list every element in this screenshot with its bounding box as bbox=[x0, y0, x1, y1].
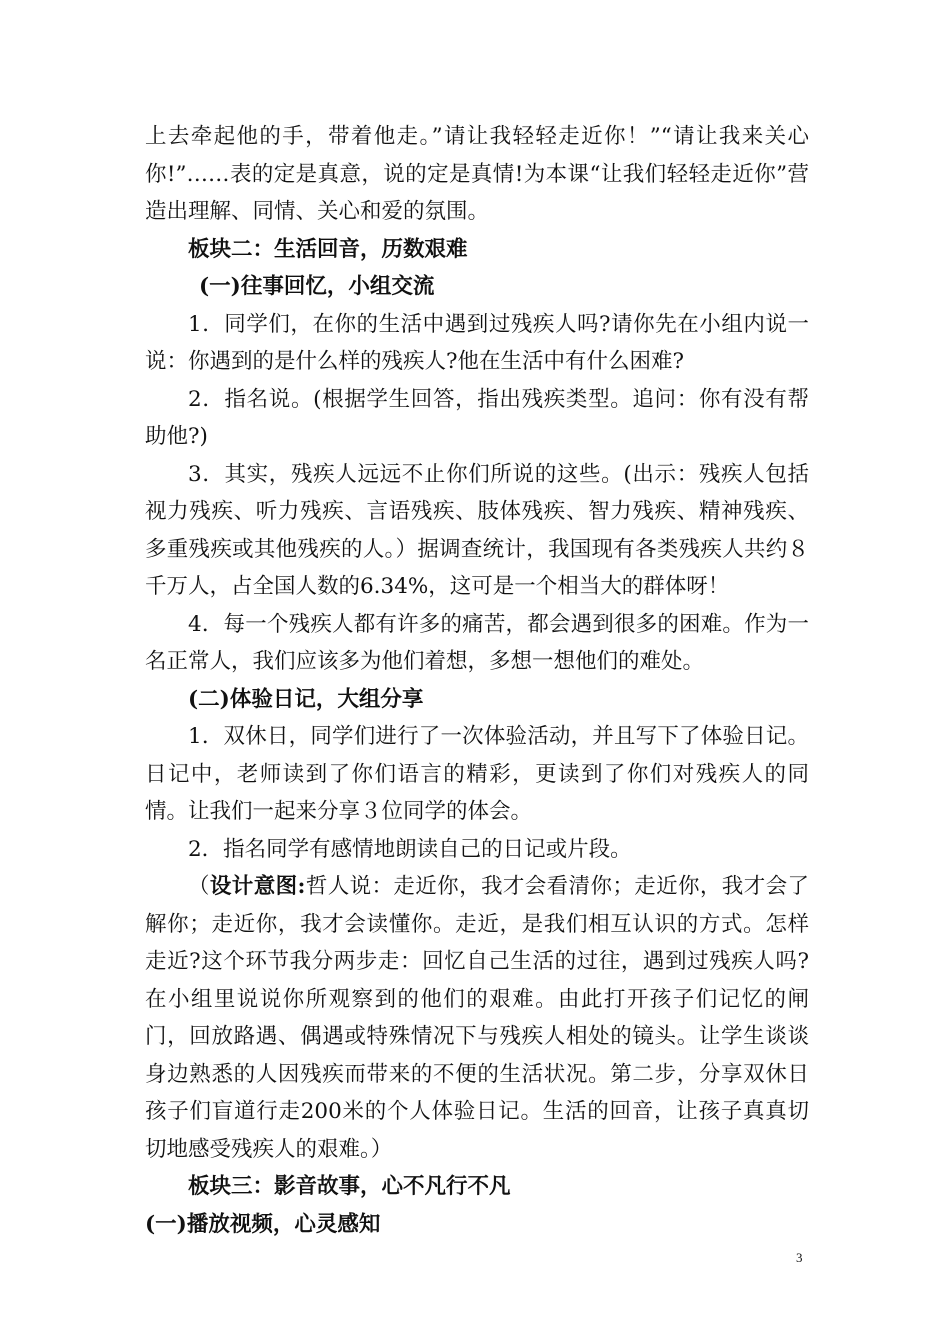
paragraph-diary-2: 2．指名同学有感情地朗读自己的日记或片段。 bbox=[188, 836, 632, 862]
paragraph-item-2: 2．指名说。(根据学生回答，指出残疾类型。追问：你有没有帮助他?) bbox=[145, 386, 809, 449]
design-intent-label: 设计意图: bbox=[209, 874, 306, 899]
document-body bbox=[145, 118, 809, 1243]
paragraph-item-3: 3．其实，残疾人远远不止你们所说的这些。(出示：残疾人包括视力残疾、听力残疾、言语残疾、肢体残疾、智力残疾、精神残疾、多重残疾或其他残疾的人。）据调查统计，我国现有各类残疾人共约８千万人，占全国人数的6.34%，这可是一个相当大的群体呀！ bbox=[145, 461, 809, 599]
section-heading-block2: 板块二：生活回音，历数艰难 bbox=[188, 236, 468, 262]
subsection-heading-video: (一)播放视频，心灵感知 bbox=[145, 1211, 381, 1237]
subsection-heading-diary: (二)体验日记，大组分享 bbox=[188, 686, 424, 712]
page-number: 3 bbox=[796, 1250, 803, 1265]
paragraph-item-4: 4．每一个残疾人都有许多的痛苦，都会遇到很多的困难。作为一名正常人，我们应该多为他们着想，多想一想他们的难处。 bbox=[145, 611, 809, 674]
paragraph-diary-1: 1．双休日，同学们进行了一次体验活动，并且写下了体验日记。日记中，老师读到了你们语言的精彩，更读到了你们对残疾人的同情。让我们一起来分享３位同学的体会。 bbox=[145, 724, 809, 824]
subsection-heading-memories: (一)往事回忆，小组交流 bbox=[199, 274, 435, 299]
paragraph-design-intent bbox=[145, 868, 809, 1168]
paragraph-intro: 上去牵起他的手，带着他走。”请让我轻轻走近你！”“请让我来关心你!”……表的定是真意，说的定是真情!为本课“让我们轻轻走近你”营造出理解、同情、关心和爱的氛围。 bbox=[145, 124, 809, 224]
design-intent-text: 哲人说：走近你，我才会看清你；走近你，我才会了解你；走近你，我才会读懂你。走近，是我们相互认识的方式。怎样走近?这个环节我分两步走：回忆自己生活的过往，遇到过残疾人吗?在小组里说说你所观察到的他们的艰难。由此打开孩子们记忆的闸门，回放路遇、偶遇或特殊情况下与残疾人相处的镜头。让学生谈谈身边熟悉的人因残疾而带来的不便的生活状况。第二步，分享双休日孩子们盲道行走200米的个人体验日记。生活的回音，让孩子真真切切地感受残疾人的艰难。） bbox=[145, 874, 809, 1162]
paragraph-item-1: 1．同学们，在你的生活中遇到过残疾人吗?请你先在小组内说一说：你遇到的是什么样的残疾人?他在生活中有什么困难? bbox=[145, 311, 809, 374]
design-intent-open-paren: （ bbox=[188, 874, 210, 899]
section-heading-block3: 板块三：影音故事，心不凡行不凡 bbox=[188, 1174, 511, 1199]
